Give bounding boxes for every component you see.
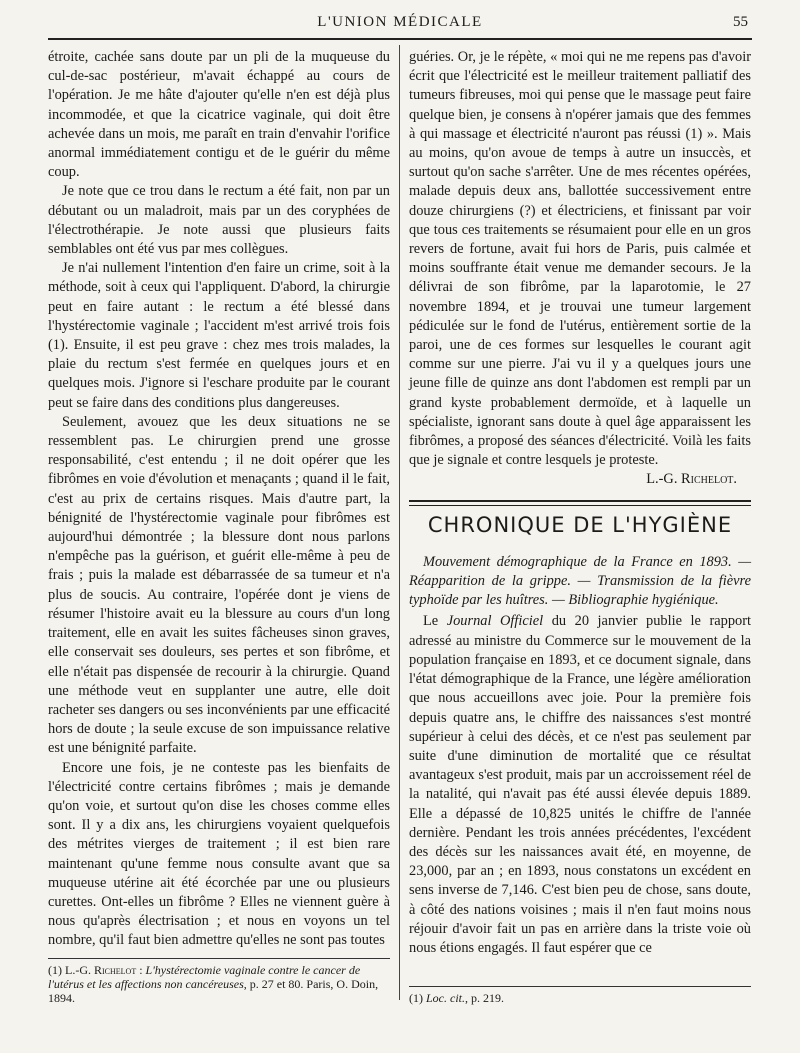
section-paragraph-1 xyxy=(409,612,751,958)
signature-name: Richelot. xyxy=(681,471,737,488)
footnote-rest: , p. 27 et 80. Paris, O. Doin, 1894. xyxy=(48,977,379,1005)
section-title: CHRONIQUE DE L'HYGIÈNE xyxy=(427,512,733,537)
header-rule xyxy=(48,38,752,40)
right-column xyxy=(409,48,751,958)
signature-initials: L.-G. xyxy=(646,471,682,488)
paragraph-lead: Le xyxy=(423,613,447,630)
left-footnote: (1) L.-G. Richelot : L'hystérectomie vaginale contre le cancer de l'utérus et les affections non cancéreuses, p. 27 et 80. Paris, O. Doin, 1894. xyxy=(48,958,390,1005)
left-column xyxy=(48,48,390,951)
column-divider xyxy=(399,45,400,1000)
left-paragraph-4: Seulement, avouez que les deux situations ne se ressemblent pas. Le chirurgien prend une grosse responsabilité, c'est entendu ; il ne doit opérer que les fibrômes en voie d'évolution et menaçants ; quand il le fait, c'est au prix de certains risques. Mais d'autre part, la bénignité de l'hystérectomie vaginale pour fibrômes est aujourd'hui démontrée ; la blessure dont nous parlons n'empêche pas la guérison, et guérit elle-même à peu de frais ; puis la malade est débarrassée de sa tumeur et n'a plus de soucis. Au contraire, l'opérée dont je viens de résumer l'histoire avait eu la blessure au cours d'un long traitement, elle en avait les suites fâcheuses sinon graves, elle conservait ses douleurs, ses pertes et son fibrôme, et elle n'était pas dispensée de recourir à la chirurgie. Quand une méthode veut en supplanter une autre, elle doit racheter ses dangers ou ses inconvénients par une efficacité hors de doute ; la seule excuse de son impuissance relative est une bénignité parfaite. xyxy=(48,413,390,757)
section-rule xyxy=(409,500,751,506)
signature xyxy=(409,470,751,489)
left-paragraph-1: étroite, cachée sans doute par un pli de la muqueuse du cul-de-sac postérieur, m'avait échappé au cours de l'opération. Je me hâte d'ajouter qu'elle n'en est déjà plus incommodée, et que la cicatrice vaginale, qui doit être achevée dans un mois, me paraît en train d'envahir l'orifice anormal immédiatement contigu et de le guérir du même coup. xyxy=(48,49,390,181)
right-paragraph-1: guéries. Or, je le répète, « moi qui ne me repens pas d'avoir écrit que l'électricité est le meilleur traitement palliatif des tumeurs fibreuses, moi qui pense que le massage peut faire quelque bien, je consens à n'opérer jamais que des femmes à qui massage et électricité n'auront pas réussi (1) ». Mais au moins, qu'on avoue de temps à autre un insuccès, et surtout qu'on sache s'arrêter. Une de mes récentes opérées, malade depuis deux ans, ballottée successivement entre douze chirurgiens (?) et électriciens, et finissant par voir que tous ces traitements se résumaient pour elle en un gros revers de fortune, avait fui hors de Paris, puis calmée et moins souffrante était venue me demander secours. Je la délivrai de son fibrôme, par la laparotomie, le 27 novembre 1894, et je trouvai une tumeur largement pédiculée sur le fond de l'utérus, entièrement sortie de la paroi, une de ces formes sur lesquelles le courant agit comme sur une pierre. J'ai vu il y a quelques jours une jeune fille de quinze ans dont l'abdomen est rempli par un grand kyste probablement dermoïde, et à laquelle un spécialiste, ignorant sans doute à quel âge apparaissent les fibrômes, a proposé des séances d'électricité. Voilà les faits que je signale et contre lesquels je proteste. xyxy=(409,49,751,469)
paragraph-body: du 20 janvier publie le rapport adressé au ministre du Commerce sur le mouvement de la population française en 1893, et ce document signale, dans l'état démographique de la France, une légère amélioration que nous accueillons avec joie. Pour la première fois depuis quatre ans, le chiffre des naissances s'est montré supérieur à celui des décès, et ce n'est pas seulement par suite d'une diminution de mortalité que ce résultat avantageux s'est produit, mais par un accroissement réel de la natalité, qui n'avait pas été aussi élevée depuis 1889. Elle a dépassé de 10,825 unités le chiffre de l'année dernière. Pendant les trois années précédentes, l'excédent des décès sur les naissances avait été, en moyenne, de 23,000, par an ; en 1893, nous constatons un excédent en sens inverse de 7,146. C'est bien peu de chose, sans doute, à côté des nations voisines ; mais il n'en faut moins nous réjouir d'avoir fait un pas en arrière dans la triste voie où nous étions engagés. Il faut espérer que ce xyxy=(409,613,752,956)
footnote-rule-right xyxy=(409,986,751,987)
right-footnote xyxy=(409,986,751,1005)
footnote-marker: (1) L.-G. xyxy=(48,963,94,977)
running-header xyxy=(48,12,752,38)
journal-title: L'UNION MÉDICALE xyxy=(317,14,483,30)
journal-name: Journal Officiel xyxy=(446,613,544,630)
footnote-author: Richelot xyxy=(93,963,137,977)
left-paragraph-2: Je note que ce trou dans le rectum a été fait, non par un débutant ou un maladroit, mais par un des coryphées de l'électrothérapie. Je note aussi que plusieurs faits semblables ont été vus par mes collègues. xyxy=(48,183,390,258)
footnote-ref: Loc. cit. xyxy=(426,991,465,1005)
left-paragraph-5: Encore une fois, je ne conteste pas les bienfaits de l'électricité contre certains fibrômes ; mais je demande qu'on voie, et surtout qu'on dise les choses comme elles sont. Il y a dix ans, les chirurgiens voyaient quelquefois des métrites vierges de traitement ; il est bien rare maintenant qu'une femme nous consulte avant que sa muqueuse utérine ait été écorchée par une ou plusieurs curettes. Ont-elles un fibrôme ? Elles ne viennent guère à nous qu'après électrisation ; et nous en voyons un tel nombre, qu'il faut bien admettre qu'elles ne sont pas toutes xyxy=(48,759,390,949)
page-number: 55 xyxy=(733,14,748,30)
section-subtitle: Mouvement démographique de la France en 1893. — Réapparition de la grippe. — Transmission de la fièvre typhoïde par les huîtres. — Bibliographie hygiénique. xyxy=(409,553,751,609)
left-paragraph-3: Je n'ai nullement l'intention d'en faire un crime, soit à la méthode, soit à ceux qui l'appliquent. D'abord, la chirurgie peut en faire autant : le rectum a été blessé dans l'hystérectomie vaginale ; l'accident m'est arrivé trois fois (1). Ensuite, il est peu grave : chez mes trois malades, la plaie du rectum s'est fermée en quelques jours et en quelques mois. J'ignore si l'eschare produite par le courant peut se faire dans des conditions plus dangereuses. xyxy=(48,260,390,411)
footnote-rule xyxy=(48,958,390,959)
footnote-title: L'hystérectomie vaginale contre le cancer de l'utérus et les affections non cancéreuses xyxy=(48,963,361,991)
footnote-marker-right: (1) xyxy=(409,991,426,1005)
footnote-rest-right: , p. 219. xyxy=(465,991,504,1005)
